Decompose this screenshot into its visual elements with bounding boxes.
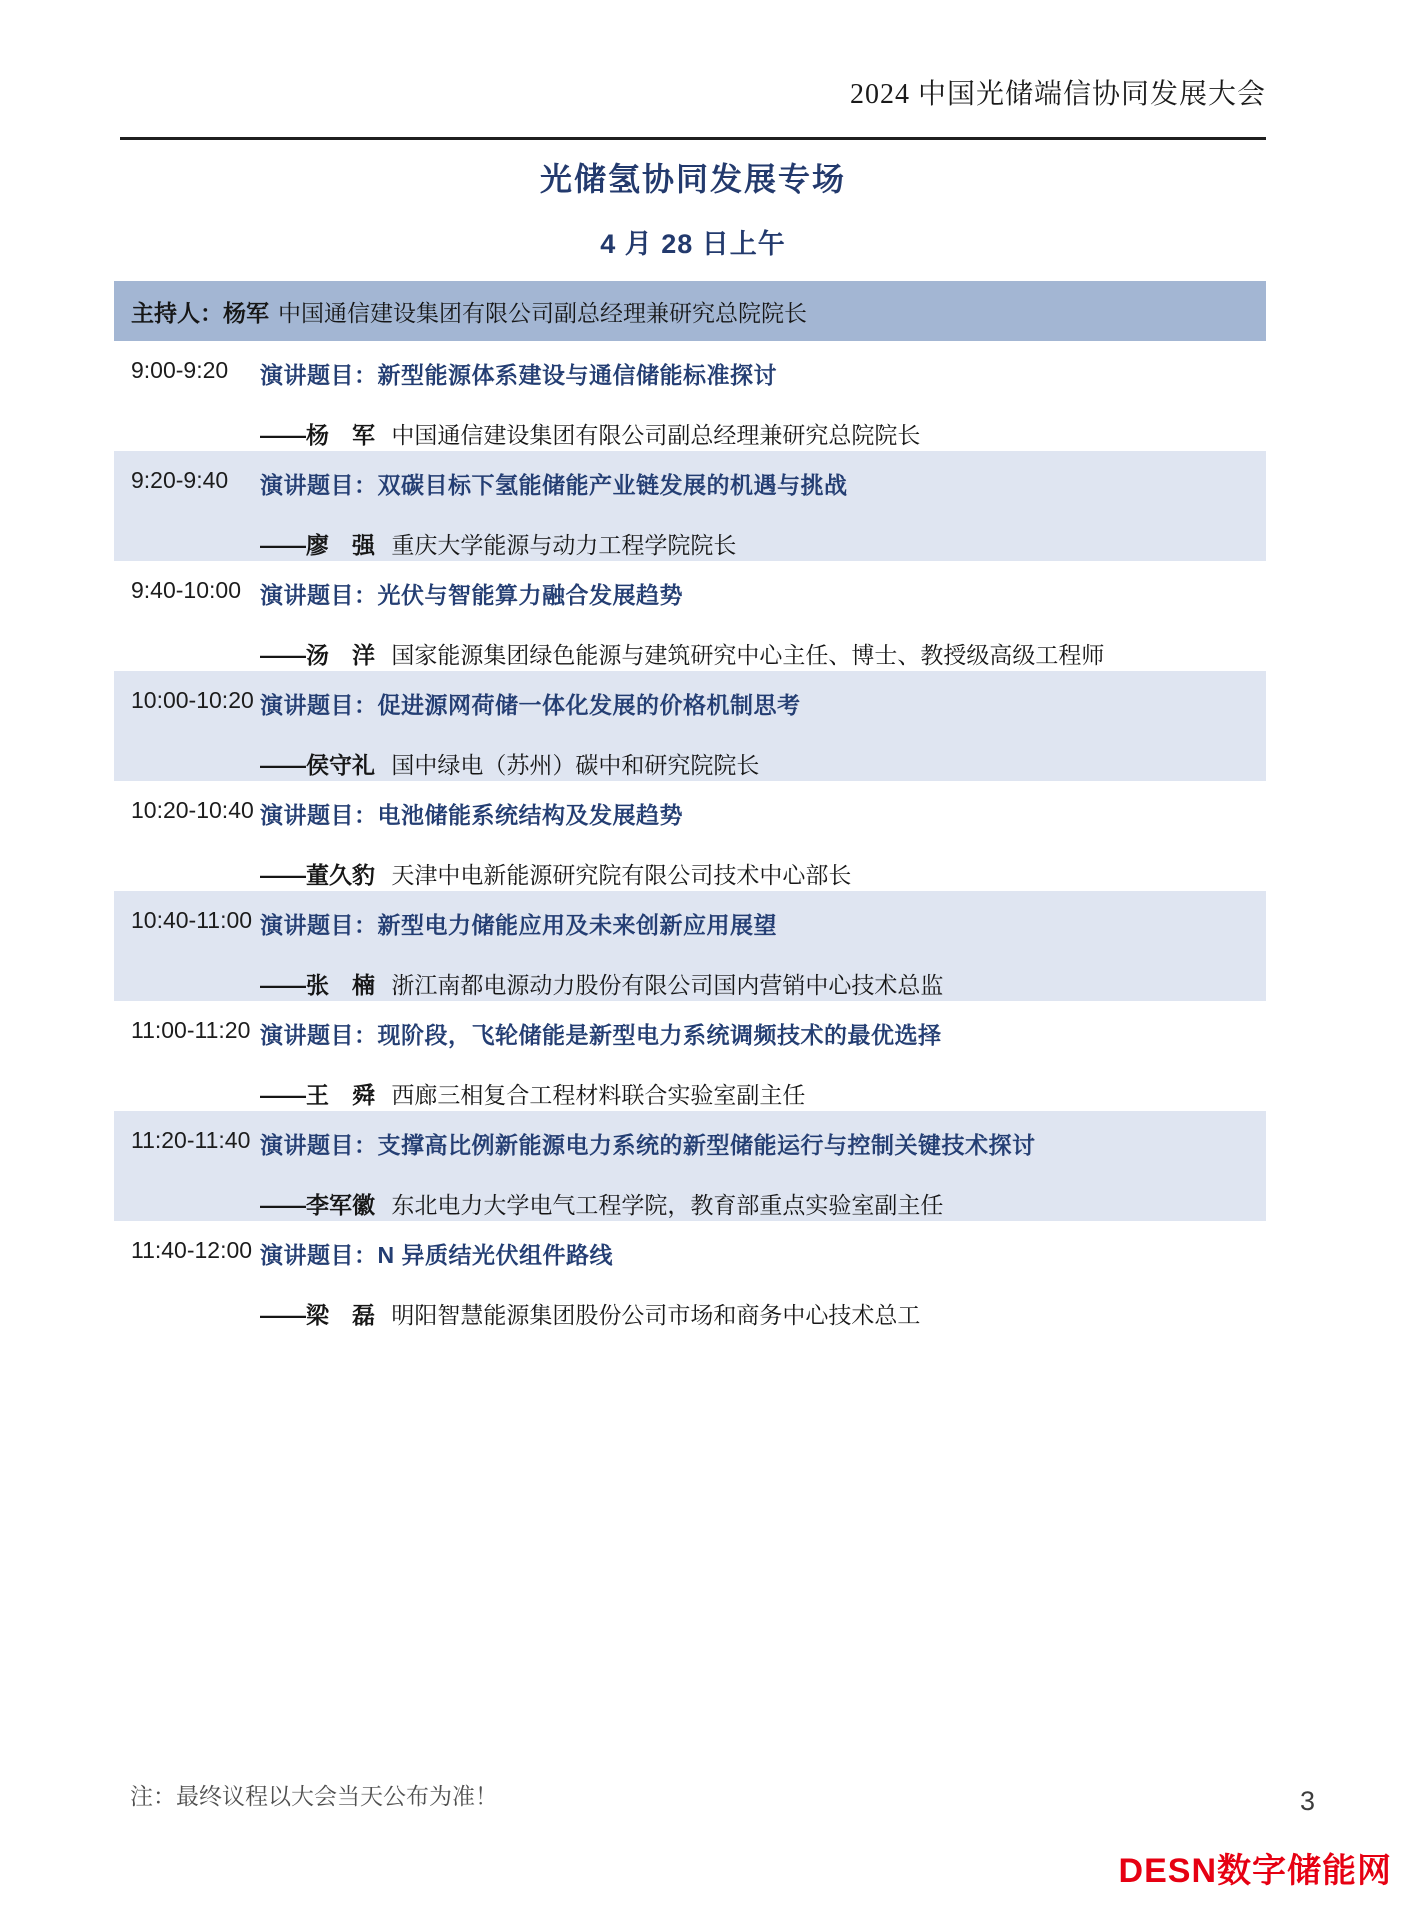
session-time: 11:40-12:00 bbox=[131, 1237, 253, 1263]
session-time: 10:20-10:40 bbox=[131, 797, 254, 823]
session-topic: 演讲题目：电池储能系统结构及发展趋势 bbox=[260, 802, 683, 828]
session-topic: 演讲题目：N 异质结光伏组件路线 bbox=[260, 1242, 613, 1268]
agenda-session-row bbox=[114, 561, 1266, 671]
session-date: 4 月 28 日上午 bbox=[600, 229, 786, 259]
speaker-affiliation: 重庆大学能源与动力工程学院院长 bbox=[391, 532, 737, 558]
session-title-line bbox=[114, 1237, 1266, 1270]
agenda-session-row bbox=[114, 1221, 1266, 1331]
session-topic: 演讲题目：光伏与智能算力融合发展趋势 bbox=[260, 582, 683, 608]
speaker-name: ——王 舜 bbox=[260, 1082, 375, 1108]
agenda-session-row bbox=[114, 341, 1266, 451]
session-title-line bbox=[114, 577, 1266, 610]
session-title: 光储氢协同发展专场 bbox=[539, 161, 846, 197]
agenda-table bbox=[114, 281, 1266, 1331]
session-speaker-line bbox=[260, 1297, 1266, 1330]
session-time: 9:00-9:20 bbox=[131, 357, 229, 383]
session-time: 9:20-9:40 bbox=[131, 467, 229, 493]
session-title-line bbox=[114, 797, 1266, 830]
session-title-line bbox=[114, 1017, 1266, 1050]
speaker-name: ——廖 强 bbox=[260, 532, 375, 558]
speaker-name: ——侯守礼 bbox=[260, 752, 375, 778]
session-speaker-line bbox=[260, 747, 1266, 780]
speaker-affiliation: 中国通信建设集团有限公司副总经理兼研究总院院长 bbox=[391, 422, 921, 448]
speaker-name: ——张 楠 bbox=[260, 972, 375, 998]
session-speaker-line bbox=[260, 637, 1266, 670]
agenda-session-row bbox=[114, 891, 1266, 1001]
speaker-name: ——董久豹 bbox=[260, 862, 375, 888]
session-title-line bbox=[114, 1127, 1266, 1160]
speaker-name: ——梁 磊 bbox=[260, 1302, 375, 1328]
session-topic: 演讲题目：支撑高比例新能源电力系统的新型储能运行与控制关键技术探讨 bbox=[260, 1132, 1036, 1158]
session-title-line bbox=[114, 467, 1266, 500]
moderator-description: 中国通信建设集团有限公司副总经理兼研究总院院长 bbox=[278, 299, 807, 326]
session-title-line bbox=[114, 907, 1266, 940]
agenda-session-row bbox=[114, 781, 1266, 891]
agenda-session-row bbox=[114, 671, 1266, 781]
session-title-line bbox=[114, 357, 1266, 390]
desn-logo: DESN数字储能网 bbox=[1118, 1852, 1392, 1890]
session-title-line bbox=[114, 687, 1266, 720]
session-time: 11:00-11:20 bbox=[131, 1017, 251, 1043]
speaker-affiliation: 浙江南都电源动力股份有限公司国内营销中心技术总监 bbox=[391, 972, 944, 998]
session-speaker-line bbox=[260, 1077, 1266, 1110]
session-topic: 演讲题目：双碳目标下氢能储能产业链发展的机遇与挑战 bbox=[260, 472, 848, 498]
speaker-name: ——李军徽 bbox=[260, 1192, 375, 1218]
moderator-row bbox=[114, 281, 1266, 341]
agenda-session-row bbox=[114, 1001, 1266, 1111]
session-time: 10:40-11:00 bbox=[131, 907, 253, 933]
agenda-rows bbox=[114, 341, 1266, 1331]
session-speaker-line bbox=[260, 417, 1266, 450]
session-speaker-line bbox=[260, 527, 1266, 560]
moderator-label: 主持人：杨军 bbox=[131, 299, 269, 326]
speaker-affiliation: 国中绿电（苏州）碳中和研究院院长 bbox=[391, 752, 760, 778]
session-topic: 演讲题目：促进源网荷储一体化发展的价格机制思考 bbox=[260, 692, 801, 718]
session-speaker-line bbox=[260, 967, 1266, 1000]
speaker-affiliation: 东北电力大学电气工程学院，教育部重点实验室副主任 bbox=[391, 1192, 944, 1218]
page-number: 3 bbox=[1300, 1786, 1316, 1816]
speaker-affiliation: 明阳智慧能源集团股份公司市场和商务中心技术总工 bbox=[391, 1302, 921, 1328]
speaker-affiliation: 天津中电新能源研究院有限公司技术中心部长 bbox=[391, 862, 852, 888]
speaker-name: ——汤 洋 bbox=[260, 642, 375, 668]
session-topic: 演讲题目：新型能源体系建设与通信储能标准探讨 bbox=[260, 362, 777, 388]
session-time: 10:00-10:20 bbox=[131, 687, 254, 713]
header-divider bbox=[120, 137, 1266, 140]
agenda-session-row bbox=[114, 451, 1266, 561]
footer-note: 注：最终议程以大会当天公布为准！ bbox=[130, 1783, 498, 1809]
conference-header-title: 2024 中国光储端信协同发展大会 bbox=[849, 79, 1266, 110]
session-speaker-line bbox=[260, 1187, 1266, 1220]
session-time: 9:40-10:00 bbox=[131, 577, 241, 603]
speaker-affiliation: 国家能源集团绿色能源与建筑研究中心主任、博士、教授级高级工程师 bbox=[391, 642, 1105, 668]
session-topic: 演讲题目：新型电力储能应用及未来创新应用展望 bbox=[260, 912, 777, 938]
session-time: 11:20-11:40 bbox=[131, 1127, 251, 1153]
speaker-affiliation: 西廊三相复合工程材料联合实验室副主任 bbox=[391, 1082, 806, 1108]
agenda-session-row bbox=[114, 1111, 1266, 1221]
session-topic: 演讲题目：现阶段，飞轮储能是新型电力系统调频技术的最优选择 bbox=[260, 1022, 942, 1048]
speaker-name: ——杨 军 bbox=[260, 422, 375, 448]
session-speaker-line bbox=[260, 857, 1266, 890]
